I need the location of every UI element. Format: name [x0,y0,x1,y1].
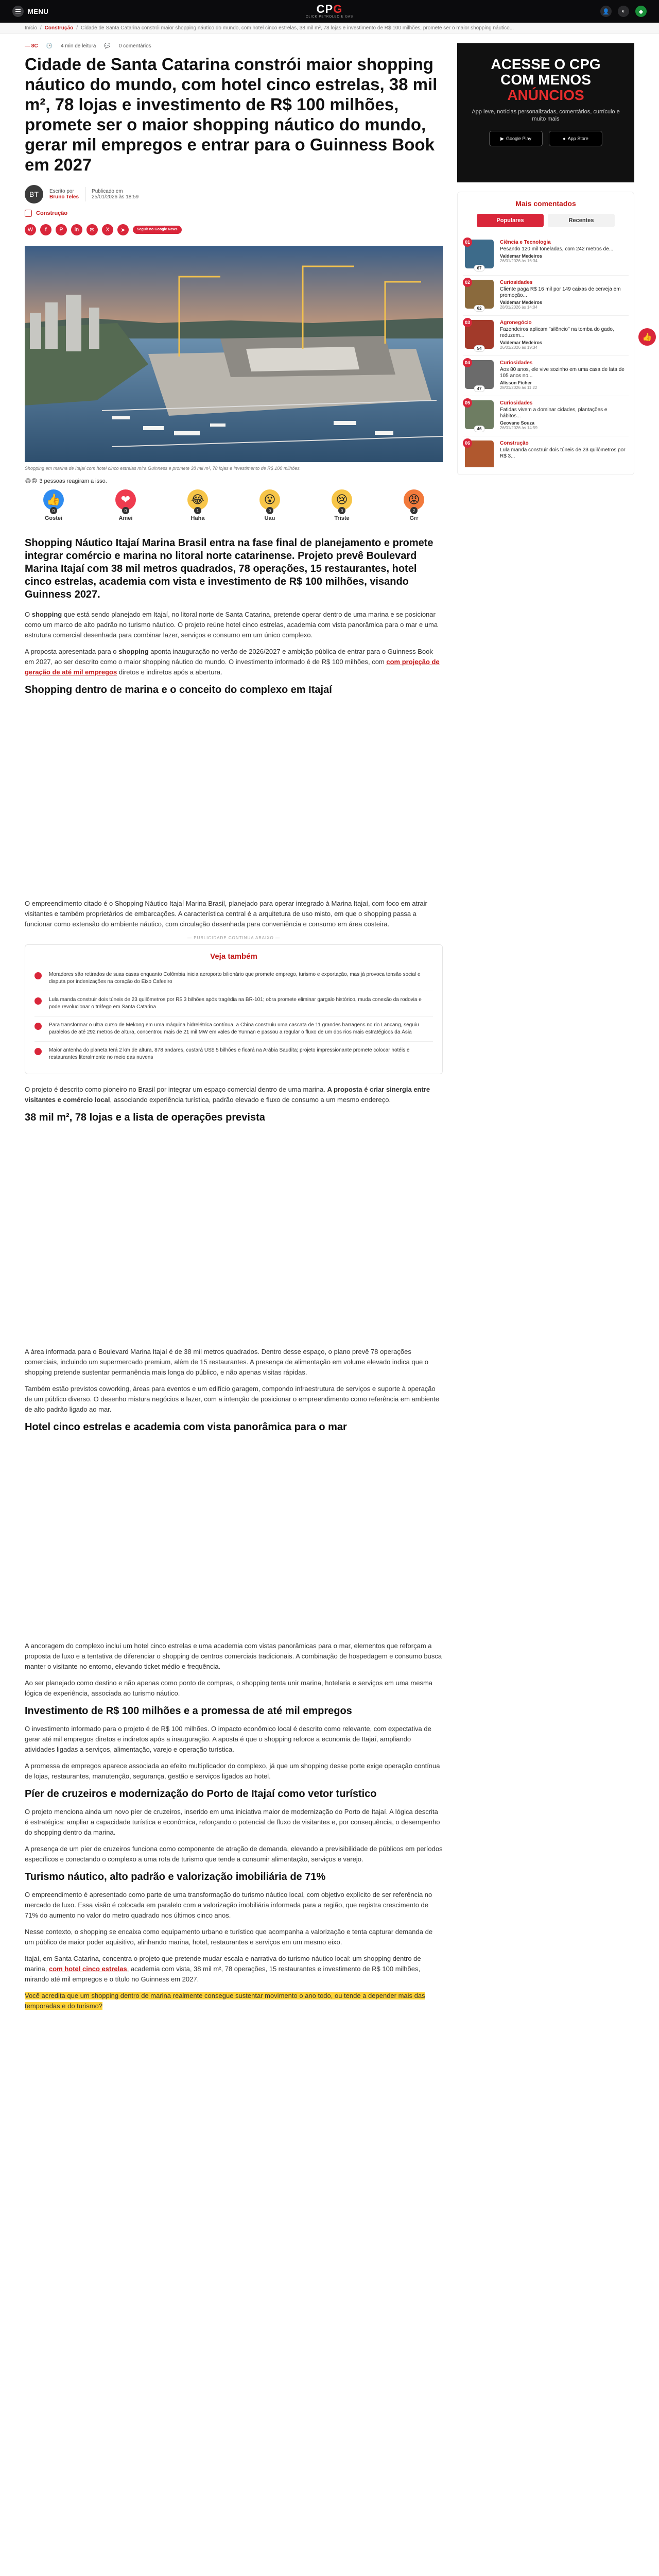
bullet-icon [34,972,42,979]
breadcrumb-current: Cidade de Santa Catarina constrói maior shopping náutico do mundo, com hotel cinco estrelas, 38 mil m², 78 lojas e investimento de R$ 100 milhões, promete ser o maior shopping náutico... [81,25,514,31]
hamburger-icon [12,6,24,17]
reaction-count: 0 [338,507,345,514]
tab-recent[interactable]: Recentes [548,214,615,227]
comment-icon: 💬 [104,43,111,49]
article-lead: Shopping Náutico Itajaí Marina Brasil entra na fase final de planejamento e promete integrar comércio e marina no litoral norte catarinense. Projeto prevê Boulevard Marina Itajaí com 38 mil metros quadrados, 78 operações, 15 restaurantes, hotel cinco estrelas, academia com vista e investimento de R$ 100 milhões, visando Guinness 2027. [25,537,433,600]
reactions-bar [25,489,443,521]
paragraph: A proposta apresentada para o shopping aponta inauguração no verão de 2026/2027 e ambição pública de entrar para o Guinness Book em 2027, ao ser descrito como o maior shopping náutico do mundo. O investimento informado é de R$ 100 milhões, com com projeção de geração de até mil empregos diretos e indiretos após a abertura. [25,648,440,676]
reaction-count: 0 [266,507,273,514]
popular-item[interactable]: 02 62 Curiosidades Cliente paga R$ 16 mil por 149 caixas de cerveja em promoção... Valdemar Medeiros 28/01/2026 às 14:04 [463,276,629,316]
see-also-item[interactable]: Moradores são retirados de suas casas enquanto Colômbia inicia aeroporto bilionário que promete emprego, turismo e exportação, mas já provoca tensão social e disputa por indenizações na coração do Eixo Cafeeiro [34,966,433,991]
breadcrumb-separator: / [40,25,42,31]
share-bar [25,224,443,235]
section-heading: Píer de cruzeiros e modernização do Porto de Itajaí como vetor turístico [25,1788,377,1800]
breadcrumb-separator: / [76,25,78,31]
telegram-icon[interactable]: ➤ [117,224,129,235]
reaction-label: Gostei [44,515,63,521]
category-tag-label: Construção [36,210,68,216]
reaction-label: Amei [118,515,133,521]
breadcrumb-category[interactable]: Construção [44,25,74,31]
published-label: Publicado em [92,189,123,194]
heart-icon: ❤ [115,489,136,510]
popular-item[interactable]: 01 67 Ciência e Tecnologia Pesando 120 mil toneladas, com 242 metros de... Valdemar Medeiros 26/01/2026 às 16:34 [463,235,629,276]
reaction-faces-icon: 😂😡 [25,478,38,484]
hero-image [25,246,443,462]
reaction-label: Haha [190,515,205,521]
paragraph: O projeto é descrito como pioneiro no Brasil por integrar um espaço comercial dentro de uma marina. A proposta é criar sinergia entre visitantes e comércio local, associando experiência turística, padrão elevado e fluxo de consumo a um mesmo endereço. [25,1086,430,1104]
item-thumbnail: 01 67 [465,240,494,268]
reaction-label: Grr [409,515,419,521]
whatsapp-icon[interactable]: W [25,224,36,235]
menu-label: MENU [28,7,49,15]
inline-link[interactable]: com projeção de geração de até mil empregos [25,658,440,676]
x-icon[interactable]: X [102,224,113,235]
reaction-count: 2 [410,507,418,514]
thumbs-up-icon[interactable]: 👍 [638,328,656,346]
surprised-face-icon: 😮 [259,489,280,510]
laughing-face-icon: 😂 [187,489,208,510]
author-label: Escrito por [49,189,74,194]
breadcrumb-home[interactable]: Início [25,25,37,31]
most-commented-title: Mais comentados [515,199,576,208]
inline-link[interactable]: com hotel cinco estrelas [48,1965,127,1973]
site-logo[interactable]: CPG CLICK PETROLEO E GAS [305,3,354,19]
category-tag[interactable] [25,210,443,217]
like-icon: 👍 [43,489,64,510]
temperature-badge: — 8C [25,43,38,49]
most-commented-box [457,192,634,475]
breadcrumb [0,23,659,34]
paragraph: O projeto menciona ainda um novo píer de cruzeiros, inserido em uma iniciativa maior de modernização do Porto de Itajaí. A lógica descrita é estratégica: ampliar a capacidade turística e econômica, reforçando o potencial de fluxo de visitantes e, por consequência, o desempenho do shopping dentro da marina. [25,1808,440,1836]
paragraph: A promessa de empregos aparece associada ao efeito multiplicador do complexo, já que um shopping desse porte exige operação contínua de lojas, restaurantes, manutenção, segurança, gestão e serviços ligados ao hotel. [25,1762,440,1780]
popular-item[interactable]: 06 Construção Lula manda construir dois túneis de 23 quilômetros por R$ 3... [463,436,629,467]
item-thumbnail: 02 62 [465,280,494,309]
play-store-icon: ▶ [500,135,504,141]
tag-icon [25,210,32,217]
promo-line-2: COM MENOS [500,72,591,88]
paragraph: O empreendimento é apresentado como parte de uma transformação do turismo náutico local, com objetivo explícito de ser referência no mercado de luxo. Essa visão é colocada em paralelo com a valorização imobiliária informada para a região, que registra crescimento de 71% do aumento no valor do metro quadrado nos últimos cinco anos. [25,1891,432,1919]
see-also-item[interactable]: Maior antenha do planeta terá 2 km de altura, 878 andares, custará US$ 5 bilhões e ficará na Arábia Saudita; projeto impressionante promete colocar hotéis e restaurantes literalmente no meio das nuvens [34,1042,433,1066]
ad-slot [25,1440,443,1641]
image-caption: Shopping em marina de Itajaí com hotel cinco estrelas mira Guinness e promete 38 mil m², 78 lojas e investimento de R$ 100 milhões. [25,466,301,471]
section-heading: Hotel cinco estrelas e academia com vista panorâmica para o mar [25,1421,347,1433]
reactions-summary [25,478,443,484]
promo-line-3: ANÚNCIOS [507,87,584,103]
marina-aerial-image [25,246,443,462]
logo-subtitle: CLICK PETROLEO E GAS [305,15,354,19]
top-bar [0,0,659,23]
ad-label: — PUBLICIDADE CONTINUA ABAIXO — [187,936,280,940]
bullet-icon [34,997,42,1005]
reaction-label: Triste [334,515,350,521]
section-heading: Shopping dentro de marina e o conceito do complexo em Itajaí [25,684,332,696]
dark-mode-icon[interactable]: ◐ [618,6,629,17]
google-news-button[interactable]: Seguir no Google News [133,226,182,234]
popular-item[interactable]: 04 47 Curiosidades Aos 80 anos, ele vive sozinho em uma casa de lata de 105 anos no... Alisson Ficher 28/01/2026 às 11:22 [463,356,629,396]
reaction-count: 1 [194,507,201,514]
reaction-label: Uau [264,515,275,521]
article-main [25,43,443,2018]
reaction-wow[interactable] [249,489,290,521]
menu-button[interactable] [12,6,48,17]
reaction-sad[interactable] [321,489,362,521]
author-avatar[interactable]: BT [25,185,43,204]
paragraph: A presença de um píer de cruzeiros funciona como componente de atração de demanda, elevando a previsibilidade de públicos em períodos específicos e conectando o complexo a uma rota de turismo que tende a consumir alimentação, serviços e varejo. [25,1845,443,1863]
comments-link[interactable]: 0 comentários [118,43,151,49]
paragraph: Também estão previstos coworking, áreas para eventos e um edifício garagem, compondo infraestrutura de serviços e suporte à operação de um público diverso. O desenho mistura negócios e lazer, com a intenção de posicionar o empreendimento como referência em ambiente de alto padrão ligado ao mar. [25,1385,439,1413]
paragraph: Ao ser planejado como destino e não apenas como ponto de compras, o shopping tenta unir marina, hotelaria e serviços em uma mesma lógica de experiência, associada ao turismo náutico. [25,1679,433,1697]
app-promo-banner[interactable] [457,43,634,182]
author-block [25,185,443,204]
popular-item[interactable]: 05 46 Curiosidades Fatidas vivem a dominar cidades, plantações e hábitos... Geovane Souza 26/01/2026 às 14:59 [463,396,629,436]
reactions-count-text: 3 pessoas reagiram a isso. [39,478,107,484]
clock-icon: 🕒 [46,43,53,49]
paragraph: Nesse contexto, o shopping se encaixa como equipamento urbano e turístico que acompanha a valorização e tenta capturar demanda de um público de maior poder aquisitivo, alinhando marina, hotel, restaurantes e serviços em um mesmo eixo. [25,1928,433,1946]
email-icon[interactable]: ✉ [86,224,98,235]
article-meta [25,43,443,49]
reaction-count: 0 [50,507,57,514]
article-title: Cidade de Santa Catarina constrói maior shopping náutico do mundo, com hotel cinco estrelas, 38 mil m², 78 lojas e investimento de R$ 100 milhões, promete ser o maior shopping náutico do mundo, gerar mil empregos e entrar para o Guinness Book em 2027 [25,55,438,174]
item-thumbnail: 06 [465,440,494,467]
published-date: 25/01/2026 às 18:59 [92,194,139,200]
user-icon[interactable]: 👤 [600,6,612,17]
author-name[interactable]: Bruno Teles [49,194,79,200]
bullet-icon [34,1048,42,1055]
popular-item[interactable]: 03 54 Agronegócio Fazendeiros aplicam "silêncio" na tomba do gado, reduzem... Valdemar Medeiros 26/01/2026 às 19:34 [463,316,629,356]
tab-popular[interactable]: Populares [477,214,544,227]
app-store-button[interactable]: ● App Store [549,131,602,146]
item-thumbnail: 05 46 [465,400,494,429]
brazil-flag-icon[interactable]: ◆ [635,6,647,17]
paragraph: O shopping que está sendo planejado em Itajaí, no litoral norte de Santa Catarina, pretende operar dentro de uma marina e se posicionar como um marco de alto padrão no turismo náutico. O projeto reúne hotel cinco estrelas, academia com vista panorâmica para o mar e uma estrutura comercial desenhada para combinar lazer, serviços e consumo em um único complexo. [25,611,438,639]
closing-question: Você acredita que um shopping dentro de marina realmente consegue sustentar movimento o ano todo, ou tende a depender mais das temporadas e do turismo? [25,1992,425,2010]
paragraph: Itajaí, em Santa Catarina, concentra o projeto que pretende mudar escala e narrativa do turismo náutico local: um shopping dentro de marina, com hotel cinco estrelas, academia com vista, 38 mil m², 78 operações, 15 restaurantes e investimento de R$ 100 milhões, mirando até mil empregos e o título no Guinness em 2027. [25,1955,421,1983]
google-play-button[interactable]: ▶ Google Play [489,131,543,146]
see-also-box [25,944,443,1074]
reaction-love[interactable] [105,489,146,521]
paragraph: A área informada para o Boulevard Marina Itajaí é de 38 mil metros quadrados. Dentro desse espaço, o plano prevê 78 operações comerciais, incluindo um supermercado premium, além de 15 restaurantes. A presença de alimentação em volume elevado indica que o shopping pretende sustentar permanência mais longa do público, e não apenas visitas rápidas. [25,1348,429,1376]
ad-slot [25,703,443,899]
bullet-icon [34,1023,42,1030]
see-also-title: Veja também [210,952,257,961]
section-heading: Turismo náutico, alto padrão e valorização imobiliária de 71% [25,1871,326,1883]
read-time: 4 min de leitura [61,43,96,49]
facebook-icon[interactable]: f [40,224,51,235]
see-also-item[interactable]: Para transformar o ultra curso de Mekong em uma máquina hidrelétrica contínua, a China construiu uma cascata de 11 grandes barragens no rio Lancang, seguiu paralelos de até 292 metros de altura, concentrou mais de 21 mil MW em vales de Yunnan e passou a regular o fluxo de um dos rios mais estratégicos da Ásia [34,1016,433,1042]
paragraph: O empreendimento citado é o Shopping Náutico Itajaí Marina Brasil, planejado para operar integrado à Marina Itajaí, com foco em atrair visitantes e também proprietários de embarcações. A característica central é a arquitetura de uso misto, em que o shopping passa a funcionar como extensão do ambiente náutico, com circulação desenhada para conveniência e consumo em área costeira. [25,900,427,928]
linkedin-icon[interactable]: in [71,224,82,235]
crying-face-icon: 😢 [332,489,352,510]
reaction-haha[interactable] [177,489,218,521]
section-heading: Investimento de R$ 100 milhões e a promessa de até mil empregos [25,1705,352,1717]
reaction-like[interactable] [33,489,74,521]
see-also-item[interactable]: Lula manda construir dois túneis de 23 quilômetros por R$ 3 bilhões após tragédia na BR-101; obra promete eliminar gargalo histórico, muda conexão da rodovia e pode revolucionar o tráfego em Santa Catarina [34,991,433,1016]
section-heading: 38 mil m², 78 lojas e a lista de operações prevista [25,1112,265,1123]
promo-line-1: ACESSE O CPG [491,56,601,72]
angry-face-icon: 😡 [404,489,424,510]
ad-slot [25,1130,443,1347]
promo-subtitle: App leve, notícias personalizadas, comentários, currículo e muito mais [472,109,620,122]
reaction-angry[interactable] [393,489,435,521]
reaction-count: 0 [122,507,129,514]
item-thumbnail: 03 54 [465,320,494,349]
sidebar [457,43,634,2018]
article-body [25,537,443,2011]
apple-icon: ● [563,136,566,141]
item-thumbnail: 04 47 [465,360,494,389]
pinterest-icon[interactable]: P [56,224,67,235]
paragraph: A ancoragem do complexo inclui um hotel cinco estrelas e uma academia com vistas panorâmicas para o mar, elementos que reforçam a proposta de luxo e a tentativa de diferenciar o shopping de centros comerciais tradicionais. A combinação de hospedagem e consumo busca manter o visitante no entorno, elevando ticket médio e frequência. [25,1642,442,1670]
paragraph: O investimento informado para o projeto é de R$ 100 milhões. O impacto econômico local é descrito como relevante, com expectativa de gerar até mil empregos diretos e indiretos após a inauguração. A aposta é que o shopping reforce a economia de Itajaí, ampliando atividades ligadas a serviços, alimentação, varejo e operação turística. [25,1725,431,1753]
